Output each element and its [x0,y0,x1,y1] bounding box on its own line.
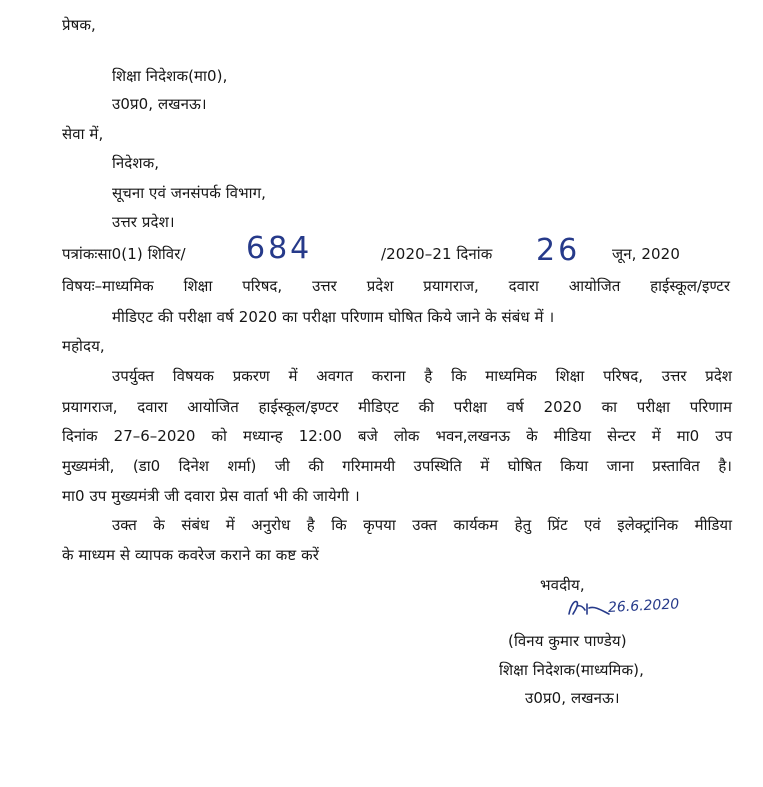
body-line: मुख्यमंत्री, (डा0 दिनेश शर्मा) जी की गरिमामयी उपस्थिति में घोषित किया जाना प्रस्तावित है। [62,457,732,475]
recipient-label: सेवा में, [62,125,104,143]
subject-line-2: मीडिएट की परीक्षा वर्ष 2020 का परीक्षा परिणाम घोषित किये जाने के संबंध में । [112,308,555,326]
signatory-designation: शिक्षा निदेशक(माध्यमिक), [499,661,644,679]
sender-line-1: शिक्षा निदेशक(मा0), [112,67,228,85]
salutation: महोदय, [62,337,105,355]
body-line: उक्त के संबंध में अनुरोध है कि कृपया उक्त कार्यकम हेतु प्रिंट एवं इलेक्ट्रांनिक मीडिया [112,516,732,534]
valediction: भवदीय, [540,576,585,594]
body-line: दिनांक 27–6–2020 को मध्यान्ह 12:00 बजे लोक भवन,लखनऊ के मीडिया सेन्टर में मा0 उप [62,427,732,445]
signature-date-handwritten: 26.6.2020 [607,596,680,616]
reference-day-handwritten: 26 [536,233,581,268]
sender-line-2: उ0प्र0, लखनऊ। [112,95,207,113]
reference-number-handwritten: 684 [246,231,313,266]
body-line: मा0 उप मुख्यमंत्री जी दवारा प्रेस वार्ता भी की जायेगी । [62,487,360,505]
signature-mark [565,596,613,620]
body-line: प्रयागराज, दवारा आयोजित हाईस्कूल/इण्टर मीडिएट की परीक्षा वर्ष 2020 का परीक्षा परिणाम [62,398,732,416]
reference-month-year: जून, 2020 [612,245,680,263]
signatory-place: उ0प्र0, लखनऊ। [525,689,620,707]
reference-prefix: पत्रांकःसा0(1) शिविर/ [62,245,186,263]
recipient-line-1: निदेशक, [112,154,160,172]
body-line: के माध्यम से व्यापक कवरेज कराने का कष्ट करें [62,546,319,564]
reference-middle: /2020–21 दिनांक [381,245,493,263]
signatory-name: (विनय कुमार पाण्डेय) [508,632,627,650]
body-line: उपर्युक्त विषयक प्रकरण में अवगत कराना है कि माध्यमिक शिक्षा परिषद, उत्तर प्रदेश [112,367,732,385]
sender-label: प्रेषक, [62,16,96,34]
recipient-line-2: सूचना एवं जनसंपर्क विभाग, [112,184,267,202]
recipient-line-3: उत्तर प्रदेश। [112,213,175,231]
subject-line-1: विषयः–माध्यमिक शिक्षा परिषद, उत्तर प्रदेश प्रयागराज, दवारा आयोजित हाईस्कूल/इण्टर [62,277,730,295]
